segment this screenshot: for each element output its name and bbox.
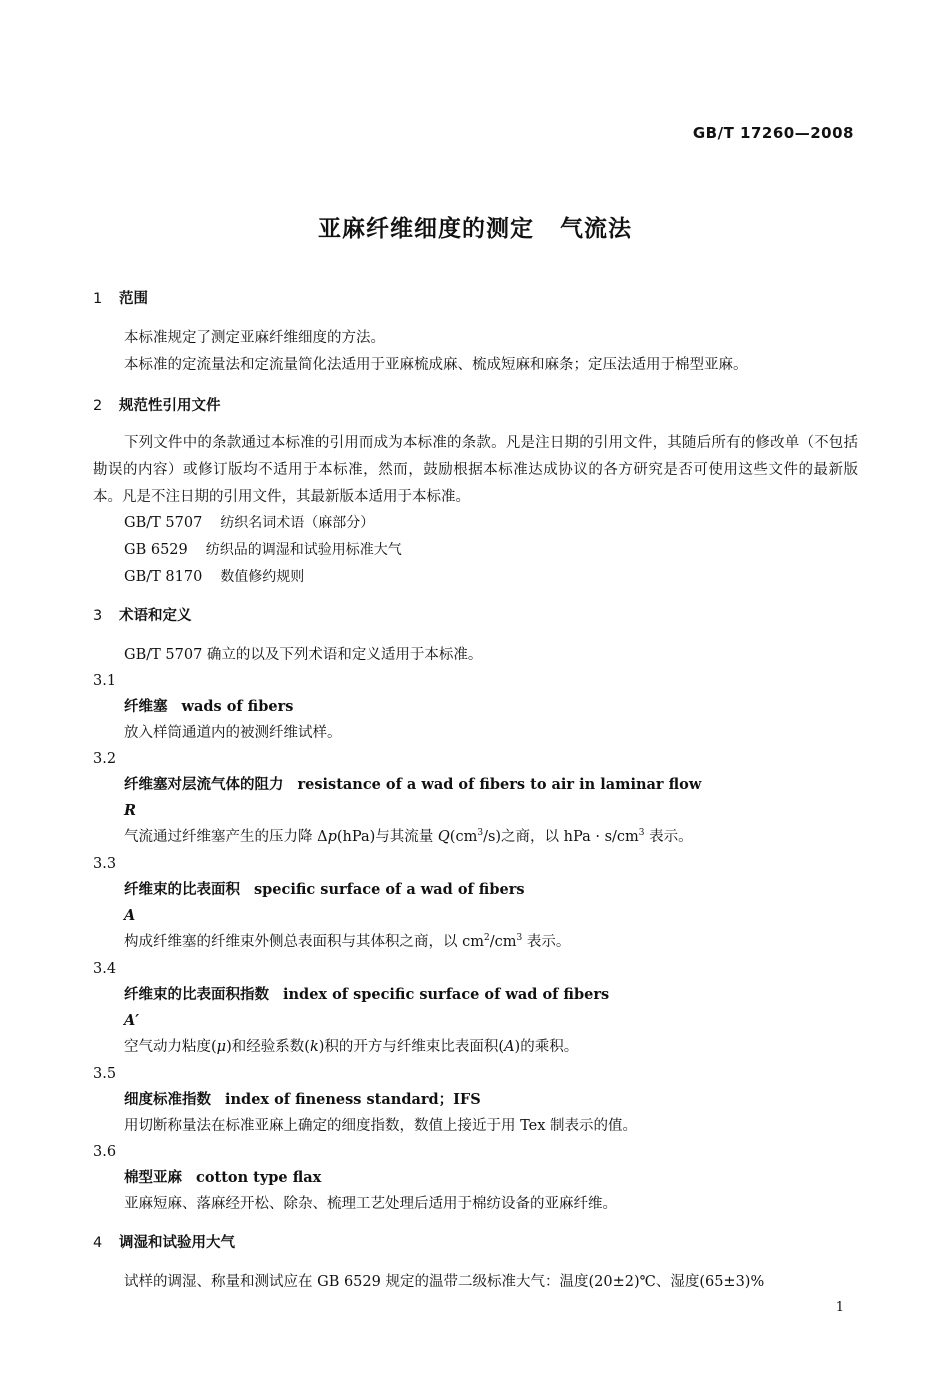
term-number: 3.3 xyxy=(93,856,117,872)
term-definition: 构成纤维塞的纤维束外侧总表面积与其体积之商，以 $cm^2/cm^3$ 表示。 xyxy=(124,933,571,950)
term-number: 3.6 xyxy=(93,1144,117,1160)
term-symbol: A xyxy=(124,907,136,924)
section-2-paragraph: 下列文件中的条款通过本标准的引用而成为本标准的条款。凡是注日期的引用文件，其随后所有的修改单（不包括勘误的内容）或修订版均不适用于本标准，然而，鼓励根据本标准达成协议的各方研究是否可使用这些文件的最新版本。凡是不注日期的引用文件，其最新版本适用于本标准。 xyxy=(93,435,858,505)
term-title: 纤维束的比表面积 specific surface of a wad of fibers xyxy=(124,881,525,898)
term-title: 纤维塞 wads of fibers xyxy=(124,698,294,715)
term-definition: 用切断称量法在标准亚麻上确定的细度指数，数值上接近于用 Tex 制表示的值。 xyxy=(124,1118,638,1134)
page-number: 1 xyxy=(835,1300,844,1315)
section-4-heading: 4 调湿和试验用大气 xyxy=(93,1235,235,1251)
reference-item: GB 6529 纺织品的调湿和试验用标准大气 xyxy=(124,542,402,558)
term-number: 3.4 xyxy=(93,961,117,977)
reference-item: GB/T 8170 数值修约规则 xyxy=(124,569,305,585)
section-3-intro: GB/T 5707 确立的以及下列术语和定义适用于本标准。 xyxy=(124,647,483,663)
reference-item: GB/T 5707 纺织名词术语（麻部分） xyxy=(124,515,375,531)
term-symbol: A′ xyxy=(124,1012,140,1029)
term-symbol: R xyxy=(124,802,137,819)
title-main: 亚麻纤维细度的测定 xyxy=(318,216,534,242)
section-3-heading: 3 术语和定义 xyxy=(93,608,192,624)
section-4-para: 试样的调湿、称量和测试应在 GB 6529 规定的温带二级标准大气：温度(20±2)℃、湿度(65±3)% xyxy=(124,1274,765,1290)
term-definition: 亚麻短麻、落麻经开松、除杂、梳理工艺处理后适用于棉纺设备的亚麻纤维。 xyxy=(124,1196,617,1212)
term-definition: 气流通过纤维塞产生的压力降 Δp(hPa)与其流量 $Q(cm^3/s)$之商，以 hPa · $s/cm^3$ 表示。 xyxy=(124,828,693,845)
term-definition: 放入样筒通道内的被测纤维试样。 xyxy=(124,725,342,741)
term-definition: 空气动力粘度(μ)和经验系数(k)积的开方与纤维束比表面积(A)的乘积。 xyxy=(124,1039,579,1055)
title-sub: 气流法 xyxy=(560,216,632,242)
term-title: 棉型亚麻 cotton type flax xyxy=(124,1169,322,1186)
term-number: 3.1 xyxy=(93,673,117,689)
term-title: 细度标准指数 index of fineness standard；IFS xyxy=(124,1091,481,1108)
section-1-para-1: 本标准规定了测定亚麻纤维细度的方法。 xyxy=(124,330,385,346)
document-title xyxy=(0,210,950,243)
term-number: 3.5 xyxy=(93,1066,117,1082)
section-1-para-2: 本标准的定流量法和定流量简化法适用于亚麻梳成麻、梳成短麻和麻条；定压法适用于棉型亚麻。 xyxy=(124,357,748,373)
section-1-heading: 1 范围 xyxy=(93,291,148,307)
term-number: 3.2 xyxy=(93,751,117,767)
term-title: 纤维束的比表面积指数 index of specific surface of wad of fibers xyxy=(124,986,610,1003)
term-title: 纤维塞对层流气体的阻力 resistance of a wad of fibers to air in laminar flow xyxy=(124,776,702,793)
section-2-heading: 2 规范性引用文件 xyxy=(93,398,221,414)
standard-code: GB/T 17260—2008 xyxy=(692,124,854,142)
